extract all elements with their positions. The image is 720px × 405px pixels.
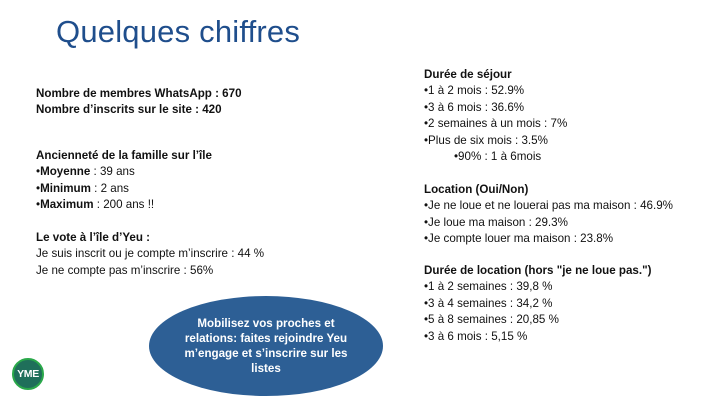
duree-location-heading: Durée de location (hors "je ne loue pas.") <box>424 264 652 277</box>
location-item: •Je ne loue et ne louerai pas ma maison : 46.9% <box>424 199 673 213</box>
site-registrations-stat: Nombre d’inscrits sur le site : 420 <box>36 103 222 117</box>
location-heading: Location (Oui/Non) <box>424 183 529 196</box>
yme-logo <box>12 358 44 390</box>
vote-block <box>36 230 264 279</box>
location-item: •Je compte louer ma maison : 23.8% <box>424 232 614 246</box>
duree-location-item: •3 à 6 mois : 5,15 % <box>424 329 528 343</box>
anciennete-item-maximum: •Maximum : 200 ans !! <box>36 198 155 212</box>
sejour-block <box>424 67 567 165</box>
vote-heading: Le vote à l’île d’Yeu : <box>36 231 151 244</box>
vote-line: Je suis inscrit ou je compte m’inscrire : 44 % <box>36 247 265 261</box>
logo-text: YME <box>17 368 39 380</box>
duree-location-item: •3 à 4 semaines : 34,2 % <box>424 296 553 310</box>
page-title: Quelques chiffres <box>56 14 301 49</box>
whatsapp-members-stat: Nombre de membres WhatsApp : 670 <box>36 87 242 100</box>
sejour-item: •Plus de six mois : 3.5% <box>424 133 548 147</box>
sejour-item: •3 à 6 mois : 36.6% <box>424 100 525 114</box>
anciennete-block <box>36 148 212 214</box>
duree-location-item: •5 à 8 semaines : 20,85 % <box>424 313 559 327</box>
location-block <box>424 182 673 248</box>
duree-location-block <box>424 263 651 345</box>
sejour-heading: Durée de séjour <box>424 68 512 81</box>
callout-text: Mobilisez vos proches et relations: faites rejoindre Yeu m’engage et s’inscrire sur les listes <box>184 316 348 376</box>
sejour-item: •1 à 2 mois : 52.9% <box>424 84 525 98</box>
anciennete-item-moyenne: •Moyenne : 39 ans <box>36 165 135 179</box>
stats-block <box>36 86 242 119</box>
duree-location-item: •1 à 2 semaines : 39,8 % <box>424 280 553 294</box>
vote-line: Je ne compte pas m’inscrire : 56% <box>36 263 214 277</box>
sejour-subitem: •90% : 1 à 6mois <box>454 150 542 164</box>
sejour-item: •2 semaines à un mois : 7% <box>424 117 568 131</box>
callout-oval <box>149 296 383 396</box>
anciennete-heading: Ancienneté de la famille sur l’île <box>36 149 212 162</box>
location-item: •Je loue ma maison : 29.3% <box>424 215 568 229</box>
anciennete-item-minimum: •Minimum : 2 ans <box>36 181 129 195</box>
